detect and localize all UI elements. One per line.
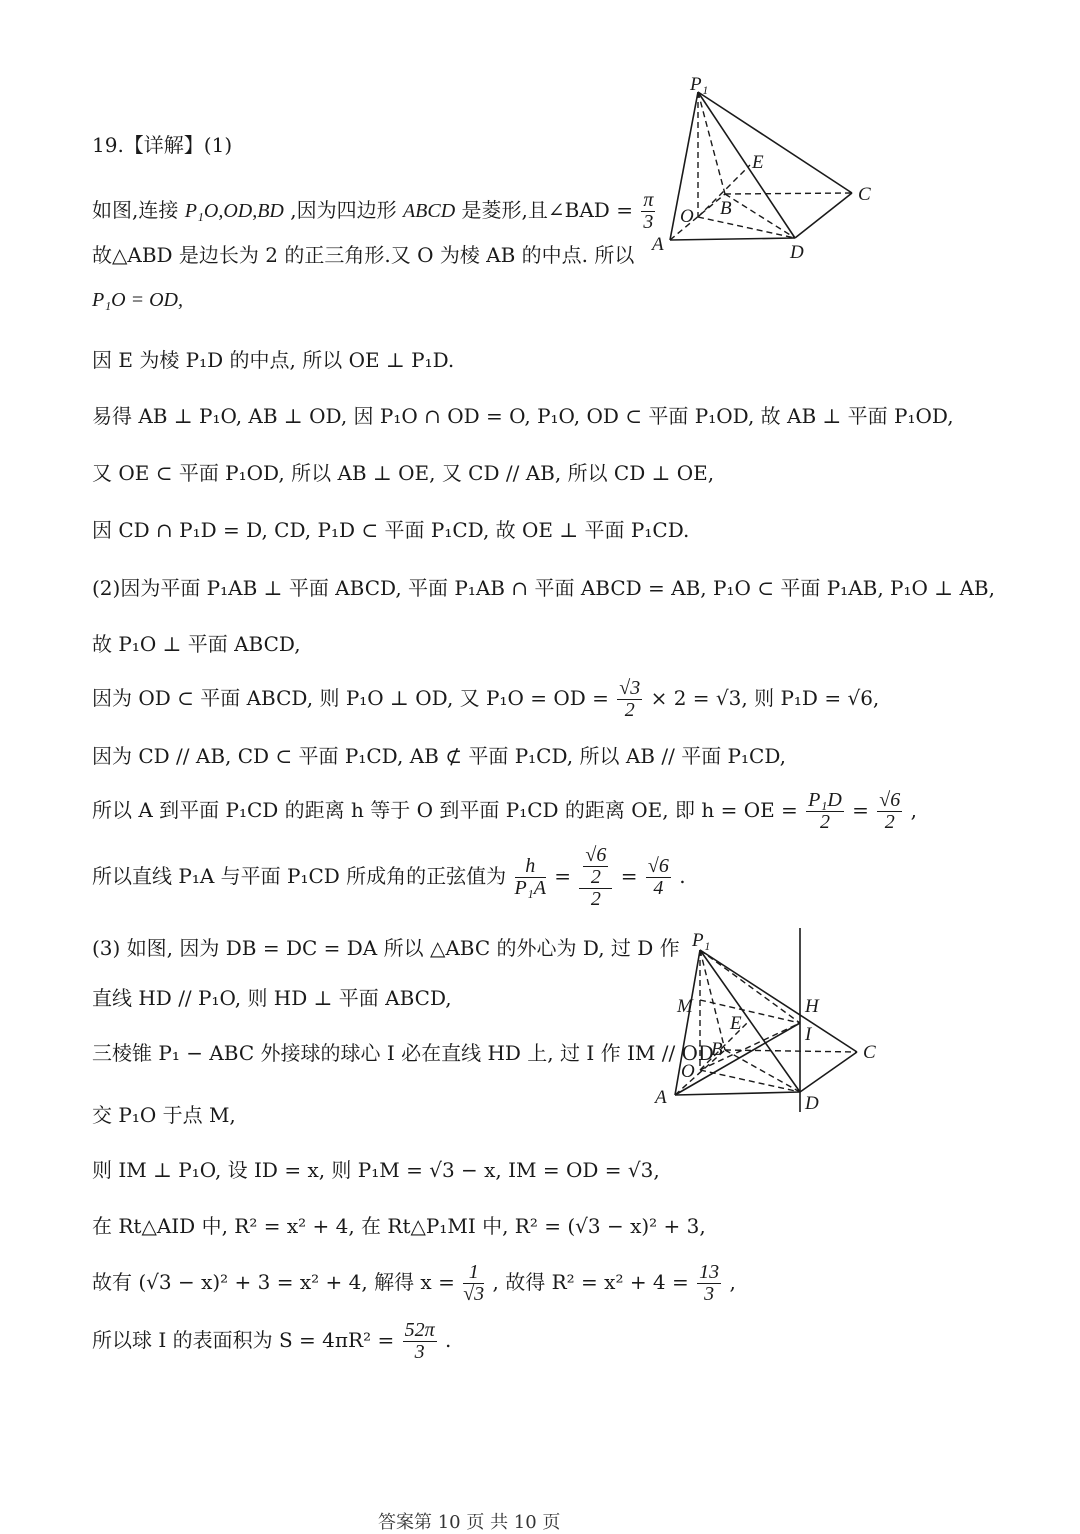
edge-o-d: [698, 217, 795, 238]
denominator: 4: [653, 877, 664, 899]
text: ,: [729, 1270, 736, 1294]
compound-numerator: [579, 845, 612, 889]
text: 是菱形,且∠BAD =: [461, 198, 633, 222]
part1-line5: 易得 AB ⊥ P₁O, AB ⊥ OD, 因 P₁O ∩ OD = O, P₁O, OD ⊂ 平面 P₁OD, 故 AB ⊥ 平面 P₁OD,: [92, 404, 954, 428]
label-b: B: [711, 1039, 723, 1060]
inner-fraction: [583, 845, 608, 888]
label-o: O: [681, 1061, 695, 1082]
numerator: π: [643, 189, 654, 211]
label-e: E: [752, 152, 764, 173]
fraction: [877, 790, 902, 833]
equals: =: [620, 864, 638, 888]
fraction: [617, 678, 642, 721]
figure-1-pyramid: [640, 70, 890, 270]
denominator: 2: [590, 866, 601, 888]
text: 所以球 I 的表面积为 S = 4πR² =: [92, 1328, 395, 1352]
part3-line7: [92, 1262, 736, 1305]
part2-line3: [92, 678, 879, 721]
numerator: √3: [619, 677, 641, 699]
part1-line6: 又 OE ⊂ 平面 P₁OD, 所以 AB ⊥ OE, 又 CD // AB, 所以 CD ⊥ OE,: [92, 461, 715, 485]
label-p1: P₁: [692, 930, 711, 951]
edge-d-c: [800, 1052, 857, 1092]
part1-line4: 因 E 为棱 P₁D 的中点, 所以 OE ⊥ P₁D.: [92, 348, 455, 372]
text: , 故得 R² = x² + 4 =: [492, 1270, 689, 1294]
solution-heading: 19.【详解】(1): [92, 133, 233, 157]
label-o: O: [680, 206, 694, 227]
denominator: 3: [643, 211, 654, 233]
equals: =: [554, 864, 572, 888]
text: 如图,连接: [92, 198, 179, 222]
label-p1: P₁: [690, 74, 709, 95]
fraction: [403, 1320, 437, 1363]
label-a: A: [655, 1087, 667, 1108]
numerator: √6: [585, 844, 607, 866]
numerator: √6: [879, 789, 901, 811]
part3-line6: 在 Rt△AID 中, R² = x² + 4, 在 Rt△P₁MI 中, R² = (√3 − x)² + 3,: [92, 1214, 706, 1238]
fraction: [806, 790, 844, 833]
edge-d-c: [795, 193, 852, 238]
denominator: 2: [884, 811, 895, 833]
edge-o-d: [700, 1070, 800, 1092]
part2-line4: 因为 CD // AB, CD ⊂ 平面 P₁CD, AB ⊄ 平面 P₁CD, 所以 AB // 平面 P₁CD,: [92, 744, 787, 768]
text: 所以直线 P₁A 与平面 P₁CD 所成角的正弦值为: [92, 864, 507, 888]
edge-p1-d: [698, 92, 795, 238]
edge-a-d: [670, 238, 795, 240]
text: 因为 OD ⊂ 平面 ABCD, 则 P₁O ⊥ OD, 又 P₁O = OD =: [92, 686, 609, 710]
edge-p1-c: [698, 92, 852, 193]
figure-2-circumsphere: [645, 920, 895, 1120]
equals: =: [852, 798, 869, 822]
label-a: A: [652, 234, 664, 255]
label-i: I: [805, 1024, 812, 1045]
numerator: 13: [699, 1261, 720, 1283]
fraction: [515, 856, 546, 899]
numerator: h: [515, 856, 546, 878]
part3-line4: 交 P₁O 于点 M,: [92, 1103, 236, 1127]
numerator: √6: [647, 855, 669, 877]
denominator: P₁A: [514, 877, 546, 899]
denominator: 3: [414, 1341, 425, 1363]
text: ,: [910, 798, 917, 822]
part3-line3: 三棱锥 P₁ − ABC 外接球的球心 I 必在直线 HD 上, 过 I 作 IM // OD: [92, 1041, 714, 1065]
label-c: C: [863, 1042, 876, 1063]
edge-b-d: [725, 1050, 800, 1092]
part3-line1: (3) 如图, 因为 DB = DC = DA 所以 △ABC 的外心为 D, 过 D 作: [92, 936, 680, 960]
denominator: 2: [624, 699, 635, 721]
edge-a-d: [675, 1092, 800, 1095]
edge-p1-b: [700, 950, 725, 1050]
denominator: 2: [819, 811, 830, 833]
text: P₁O,OD,BD: [184, 200, 284, 222]
label-d: D: [790, 242, 804, 263]
part2-line2: 故 P₁O ⊥ 平面 ABCD,: [92, 632, 301, 656]
text: ,因为四边形: [290, 198, 397, 222]
part1-line7: 因 CD ∩ P₁D = D, CD, P₁D ⊂ 平面 P₁CD, 故 OE ⊥ 平面 P₁CD.: [92, 518, 690, 542]
part3-line8: [92, 1320, 451, 1363]
numerator: P₁D: [808, 789, 842, 811]
edge-b-c: [725, 193, 852, 194]
page-footer: 答案第 10 页 共 10 页: [378, 1512, 561, 1533]
edge-p1-d: [700, 950, 800, 1092]
fraction: [697, 1262, 721, 1305]
label-h: H: [805, 996, 819, 1017]
part2-line1: (2)因为平面 P₁AB ⊥ 平面 ABCD, 平面 P₁AB ∩ 平面 ABCD = AB, P₁O ⊂ 平面 P₁AB, P₁O ⊥ AB,: [92, 576, 995, 600]
text: ABCD: [402, 200, 456, 222]
text: 故有 (√3 − x)² + 3 = x² + 4, 解得 x =: [92, 1270, 455, 1294]
compound-fraction: [579, 845, 612, 910]
text: .: [679, 864, 686, 888]
text: .: [444, 1328, 452, 1352]
part1-line3: P₁O = OD,: [92, 289, 183, 311]
line-o-e: [700, 1020, 750, 1070]
edge-p1-c: [700, 950, 857, 1052]
fraction: [463, 1262, 484, 1305]
label-c: C: [858, 184, 871, 205]
numerator: 52π: [404, 1319, 435, 1341]
denominator: 2: [590, 888, 601, 910]
label-d: D: [805, 1093, 819, 1114]
part2-line6: [92, 845, 686, 910]
part3-line5: 则 IM ⊥ P₁O, 设 ID = x, 则 P₁M = √3 − x, IM = OD = √3,: [92, 1158, 660, 1182]
text: × 2 = √3, 则 P₁D = √6,: [650, 686, 880, 710]
fraction: [646, 856, 671, 899]
label-e: E: [730, 1013, 742, 1034]
part1-line1: [92, 190, 657, 233]
numerator: 1: [463, 1262, 484, 1284]
part1-line2: 故△ABD 是边长为 2 的正三角形.又 O 为棱 AB 的中点. 所以: [92, 243, 635, 267]
text: 所以 A 到平面 P₁CD 的距离 h 等于 O 到平面 P₁CD 的距离 OE, 即 h = OE =: [92, 798, 798, 822]
edge-b-d: [725, 194, 795, 238]
edge-b-c: [725, 1050, 857, 1052]
part2-line5: [92, 790, 917, 833]
label-b: B: [720, 198, 732, 219]
denominator: √3: [463, 1283, 485, 1305]
part3-line2: 直线 HD // P₁O, 则 HD ⊥ 平面 ABCD,: [92, 986, 452, 1010]
label-m: M: [677, 996, 693, 1017]
denominator: 3: [704, 1283, 715, 1305]
